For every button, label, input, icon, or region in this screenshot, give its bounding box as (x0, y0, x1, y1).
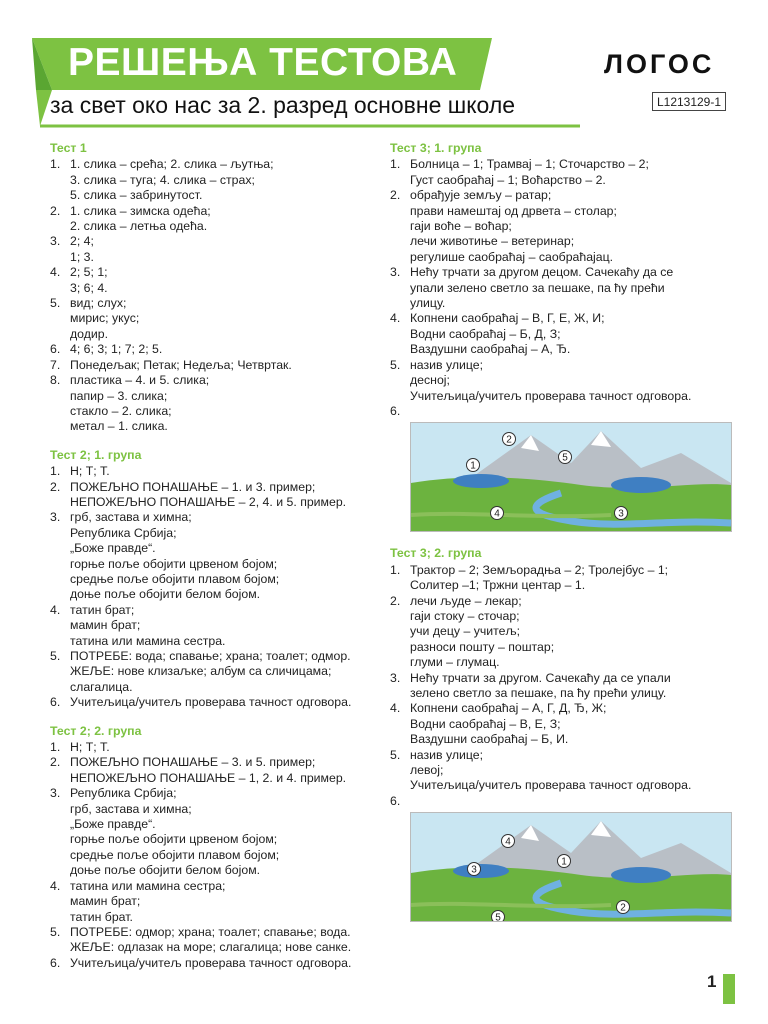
map-marker-3 (468, 863, 481, 876)
answer-line: регулише саобраћај – саобраћајац. (410, 249, 614, 264)
logo-text: ЛОГОС (604, 49, 715, 79)
answer-line: 3. слика – туга; 4. слика – страх; (70, 172, 255, 187)
answer-number: 1. (50, 464, 61, 479)
answer-number: 5. (390, 357, 401, 372)
answer-line: додир. (70, 326, 109, 341)
answer-line: Копнени саобраћај – А, Г, Д, Ђ, Ж; (410, 701, 607, 716)
answer-number: 1. (50, 157, 61, 172)
answer-number: 4. (50, 602, 61, 617)
answer-text (410, 358, 740, 404)
answer-line: вид; слух; (70, 296, 127, 311)
answer-text (410, 748, 740, 794)
answer-number: 5. (390, 747, 401, 762)
answer-text (70, 649, 380, 695)
answer-text (410, 188, 740, 265)
answer-line: Учитељица/учитељ проверава тачност одговора. (410, 388, 692, 403)
map-marker-1 (558, 855, 571, 868)
answer-item (50, 755, 380, 786)
answer-line: Ваздушни саобраћај – Б, И. (410, 732, 569, 747)
answer-line: Нећу трчати за другом. Сачекаћу да се упали (410, 670, 671, 685)
answer-text (70, 265, 380, 296)
landscape-map-image (410, 812, 732, 922)
answer-line: Н; Т; Т. (70, 740, 110, 755)
answer-line: грб, застава и химна; (70, 801, 192, 816)
answer-number: 4. (50, 878, 61, 893)
answer-item (50, 464, 380, 479)
answer-text (70, 695, 380, 710)
answer-text (70, 464, 380, 479)
answer-line: горње поље обојити црвеном бојом; (70, 832, 278, 847)
answer-line: грб, застава и химна; (70, 510, 192, 525)
answer-number: 2. (390, 593, 401, 608)
answer-number: 7. (50, 357, 61, 372)
answer-text (70, 786, 380, 878)
answer-item (50, 358, 380, 373)
answer-line: Република Србија; (70, 525, 177, 540)
answer-item (50, 234, 380, 265)
page-accent-bar (723, 974, 735, 1004)
answer-number: 3. (50, 786, 61, 801)
answer-line: Н; Т; Т. (70, 464, 110, 479)
answer-text (70, 480, 380, 511)
answer-item (50, 510, 380, 602)
answer-line: стакло – 2. слика; (70, 403, 172, 418)
answer-item (390, 671, 740, 702)
answer-line: средње поље обојити плавом бојом; (70, 847, 280, 862)
left-section-2 (50, 724, 380, 972)
answer-line: назив улице; (410, 357, 484, 372)
answer-item (50, 740, 380, 755)
answer-line: Учитељица/учитељ проверава тачност одговора. (70, 695, 352, 710)
answer-item (390, 404, 740, 419)
answer-text (410, 265, 740, 311)
answer-text (70, 342, 380, 357)
answer-text (410, 701, 740, 747)
answer-item (390, 311, 740, 357)
answer-line: ЖЕЉЕ: одлазак на море; слагалица; нове санке. (70, 940, 352, 955)
answer-line: доње поље обојити белом бојом. (70, 863, 261, 878)
answer-line: Солитер –1; Тржни центар – 1. (410, 578, 586, 593)
answer-line: Водни саобраћај – В, Е, З; (410, 716, 561, 731)
answer-line: татин брат. (70, 909, 133, 924)
svg-text:1: 1 (561, 856, 567, 868)
answer-line: папир – 3. слика; (70, 388, 168, 403)
answer-text (410, 404, 740, 419)
answer-number: 3. (390, 265, 401, 280)
svg-text:1: 1 (470, 460, 476, 472)
left-column (50, 141, 380, 984)
answer-line: „Боже правде“. (70, 541, 156, 556)
answer-item (390, 563, 740, 594)
answer-text (70, 296, 380, 342)
answer-line: Водни саобраћај – Б, Д, З; (410, 326, 561, 341)
answer-line: 1. слика – срећа; 2. слика – љутња; (70, 157, 274, 172)
page-title: РЕШЕЊА ТЕСТОВА (68, 41, 458, 84)
answer-item (50, 786, 380, 878)
answer-item (390, 701, 740, 747)
answer-text (410, 671, 740, 702)
answer-item (50, 157, 380, 203)
answer-number: 4. (390, 311, 401, 326)
answer-line: ПОЖЕЉНО ПОНАШАЊЕ – 3. и 5. пример; (70, 755, 316, 770)
answer-number: 8. (50, 373, 61, 388)
right-section-1 (390, 546, 740, 922)
answer-line: средње поље обојити плавом бојом; (70, 571, 280, 586)
answer-number: 4. (50, 265, 61, 280)
answer-line: мирис; укус; (70, 311, 140, 326)
map-marker-5 (559, 451, 572, 464)
answer-line: гаји стоку – сточар; (410, 608, 520, 623)
answer-item (390, 358, 740, 404)
answer-line: обрађује земљу – ратар; (410, 188, 552, 203)
answer-line: десној; (410, 373, 450, 388)
answer-text (410, 563, 740, 594)
answer-item (390, 594, 740, 671)
answer-line: мамин брат; (70, 894, 141, 909)
right-section-0 (390, 141, 740, 532)
answer-line: Трактор – 2; Земљорадња – 2; Тролејбус – 1; (410, 562, 669, 577)
answer-line: Ваздушни саобраћај – А, Ђ. (410, 342, 571, 357)
answer-text (70, 510, 380, 602)
answer-item (50, 956, 380, 971)
svg-text:5: 5 (562, 452, 568, 464)
answer-item (390, 794, 740, 809)
answer-line: 1. слика – зимска одећа; (70, 203, 211, 218)
answer-text (70, 234, 380, 265)
map-marker-1 (467, 459, 480, 472)
answer-number: 6. (50, 695, 61, 710)
answer-item (50, 204, 380, 235)
answer-line: Република Србија; (70, 786, 177, 801)
map-marker-4 (502, 835, 515, 848)
answer-number: 1. (390, 562, 401, 577)
answer-item (50, 603, 380, 649)
answer-number: 6. (50, 955, 61, 970)
answer-line: 2. слика – летња одећа. (70, 219, 208, 234)
answer-line: НЕПОЖЕЉНО ПОНАШАЊЕ – 1, 2. и 4. пример. (70, 770, 347, 785)
map-marker-4 (491, 507, 504, 520)
answer-line: лечи животиње – ветеринар; (410, 234, 575, 249)
answer-text (410, 794, 740, 809)
answer-item (50, 649, 380, 695)
svg-text:3: 3 (618, 508, 624, 520)
section-title: Тест 1 (50, 141, 87, 155)
answer-line: 1; 3. (70, 249, 94, 264)
answer-number: 6. (50, 342, 61, 357)
section-title: Тест 3; 2. група (390, 546, 482, 561)
answer-line: ПОТРЕБЕ: одмор; храна; тоалет; спавање; вода. (70, 924, 351, 939)
right-column (390, 141, 740, 936)
answer-line: Нећу трчати за другом децом. Сачекаћу да се (410, 265, 674, 280)
answer-line: левој; (410, 763, 444, 777)
answer-number: 3. (50, 510, 61, 525)
answer-line: 2; 5; 1; (70, 265, 108, 280)
answer-number: 2. (50, 203, 61, 218)
answer-line: Копнени саобраћај – В, Г, Е, Ж, И; (410, 311, 605, 326)
answer-line: 4; 6; 3; 1; 7; 2; 5. (70, 342, 163, 357)
answer-line: ПОТРЕБЕ: вода; спавање; храна; тоалет; одмор. (70, 649, 351, 663)
answer-line: ПОЖЕЉНО ПОНАШАЊЕ – 1. и 3. пример; (70, 479, 316, 494)
answer-line: 2; 4; (70, 234, 94, 249)
answer-number: 4. (390, 701, 401, 716)
left-section-0 (50, 141, 380, 435)
answer-line: прави намештај од дрвета – столар; (410, 203, 617, 218)
map-marker-2 (617, 901, 630, 914)
svg-text:4: 4 (505, 836, 511, 848)
answer-line: мамин брат; (70, 618, 141, 633)
svg-text:2: 2 (506, 434, 512, 446)
answer-item (390, 157, 740, 188)
answer-item (50, 342, 380, 357)
answer-item (390, 748, 740, 794)
answer-number: 5. (50, 649, 61, 663)
answer-text (70, 603, 380, 649)
svg-text:3: 3 (471, 864, 477, 876)
svg-text:4: 4 (494, 508, 500, 520)
answer-item (390, 265, 740, 311)
answer-line: разноси пошту – поштар; (410, 639, 555, 654)
answer-text (410, 594, 740, 671)
left-section-1 (50, 448, 380, 711)
answer-text (70, 956, 380, 971)
answer-number: 5. (50, 296, 61, 311)
answer-number: 3. (50, 234, 61, 249)
answer-text (70, 755, 380, 786)
answer-line: слагалица. (70, 679, 133, 694)
page-subtitle: за свет око нас за 2. разред основне школе (50, 92, 516, 118)
answer-line: Учитељица/учитељ проверава тачност одговора. (410, 778, 692, 793)
answer-item (50, 373, 380, 435)
answer-number: 1. (390, 157, 401, 172)
answer-item (50, 925, 380, 956)
map-marker-2 (503, 433, 516, 446)
answer-item (50, 265, 380, 296)
answer-line: глуми – глумац. (410, 655, 500, 670)
answer-text (70, 373, 380, 435)
answer-number: 5. (50, 924, 61, 939)
answer-line: татина или мамина сестра. (70, 633, 226, 648)
answer-line: „Боже правде“. (70, 817, 156, 832)
answer-item (50, 879, 380, 925)
answer-item (390, 188, 740, 265)
answer-line: доње поље обојити белом бојом. (70, 587, 261, 602)
answer-line: учи децу – учитељ; (410, 624, 521, 639)
answer-number: 6. (390, 403, 401, 418)
answer-text (70, 740, 380, 755)
answer-line: пластика – 4. и 5. слика; (70, 373, 210, 388)
answer-item (50, 296, 380, 342)
logos-logo (604, 49, 714, 80)
svg-text:2: 2 (620, 902, 626, 914)
page-number: 1 (707, 972, 717, 991)
answer-item (50, 480, 380, 511)
map-marker-3 (615, 507, 628, 520)
map-marker-5 (492, 911, 505, 923)
answer-line: Густ саобраћај – 1; Воћарство – 2. (410, 172, 606, 187)
product-code: L1213129-1 (652, 92, 726, 111)
answer-line: горње поље обојити црвеном бојом; (70, 556, 278, 571)
answer-number: 6. (390, 793, 401, 808)
section-title: Тест 3; 1. група (390, 141, 482, 155)
answer-line: Понедељак; Петак; Недеља; Четвртак. (70, 357, 292, 372)
answer-line: Учитељица/учитељ проверава тачност одговора. (70, 955, 352, 970)
answer-line: татин брат; (70, 602, 135, 617)
svg-text:5: 5 (495, 912, 501, 923)
answer-line: лечи људе – лекар; (410, 593, 522, 608)
answer-number: 2. (50, 479, 61, 494)
answer-line: упали зелено светло за пешаке, па ћу прећи (410, 280, 665, 295)
section-title: Тест 2; 1. група (50, 447, 142, 462)
answer-text (70, 204, 380, 235)
answer-line: 5. слика – забринутост. (70, 188, 203, 203)
answer-text (70, 358, 380, 373)
answer-line: назив улице; (410, 747, 484, 762)
answer-text (70, 879, 380, 925)
answer-text (410, 311, 740, 357)
answer-line: Болница – 1; Трамвај – 1; Сточарство – 2; (410, 157, 649, 172)
landscape-map-image (410, 422, 732, 532)
answer-number: 3. (390, 670, 401, 685)
answer-text (410, 157, 740, 188)
answer-text (70, 157, 380, 203)
answer-number: 2. (50, 755, 61, 770)
answer-line: татина или мамина сестра; (70, 878, 226, 893)
answer-line: метал – 1. слика. (70, 419, 168, 434)
answer-line: НЕПОЖЕЉНО ПОНАШАЊЕ – 2, 4. и 5. пример. (70, 494, 347, 509)
answer-line: гаји воће – воћар; (410, 219, 512, 234)
answer-item (50, 695, 380, 710)
answer-number: 2. (390, 188, 401, 203)
answer-number: 1. (50, 740, 61, 755)
answer-line: 3; 6; 4. (70, 280, 108, 295)
answer-line: улицу. (410, 296, 446, 311)
answer-text (70, 925, 380, 956)
answer-line: зелено светло за пешаке, па ћу прећи улицу. (410, 685, 667, 700)
section-title: Тест 2; 2. група (50, 723, 142, 738)
answer-line: ЖЕЉЕ: нове клизаљке; албум са сличицама; (70, 664, 332, 679)
